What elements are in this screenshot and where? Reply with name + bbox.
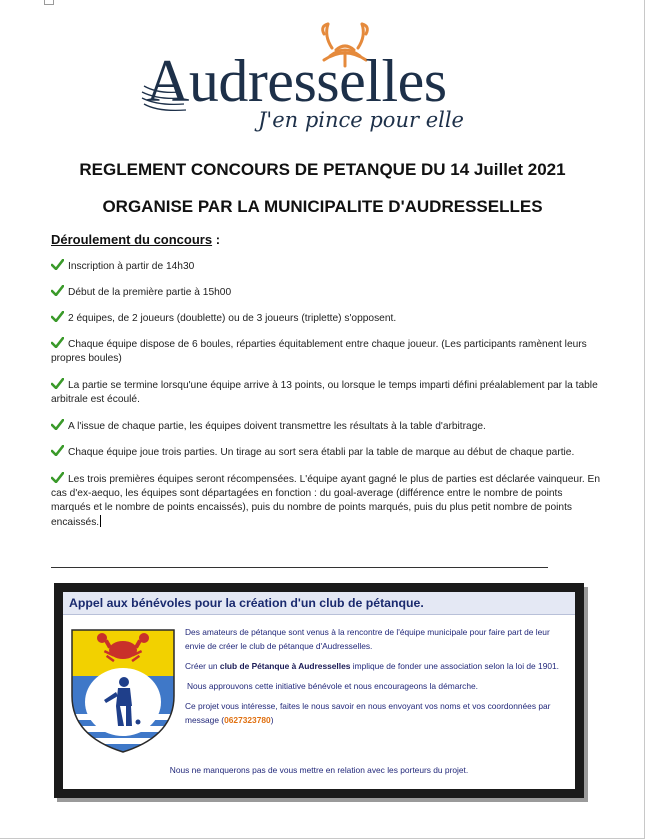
check-icon (51, 311, 64, 322)
check-icon (51, 472, 64, 483)
document-subtitle: ORGANISE PAR LA MUNICIPALITE D'AUDRESSELLES (102, 197, 543, 216)
rule-item (51, 285, 603, 300)
rule-item (51, 259, 603, 274)
volunteer-box-content (63, 592, 575, 789)
volunteer-header-divider (63, 614, 575, 615)
volunteer-paragraph (185, 699, 570, 727)
logo-tagline: J'en pince pour elle (258, 108, 464, 132)
volunteer-box (54, 583, 584, 798)
volunteer-body (185, 625, 570, 733)
rule-text: 2 équipes, de 2 joueurs (doublette) ou de 3 joueurs (triplette) s'opposent. (68, 313, 397, 324)
volunteer-text: ) (270, 715, 274, 725)
section-heading-text: Déroulement du concours (51, 232, 213, 247)
rule-item (51, 445, 603, 460)
volunteer-footer: Nous ne manquerons pas de vous mettre en relation avec les porteurs du projet. (169, 765, 469, 775)
rule-text: Chaque équipe joue trois parties. Un tirage au sort sera établi par la table de marque au début de chaque partie. (68, 447, 575, 458)
check-icon (51, 259, 64, 270)
volunteer-text: Ce projet vous intéresse, faites le nous savoir en nous envoyant vos noms et vos coordonnées par message ( (185, 701, 551, 725)
rule-text: Chaque équipe dispose de 6 boules, réparties équitablement entre chaque joueur. (Les participants ramènent leurs propres boules) (51, 339, 587, 364)
volunteer-header (63, 592, 575, 614)
document-title: REGLEMENT CONCOURS DE PETANQUE DU 14 Juillet 2021 (79, 160, 566, 179)
volunteer-text: Créer un (185, 661, 220, 671)
volunteer-text: implique de fonder une association selon la loi de 1901. (350, 661, 559, 671)
rule-item (51, 419, 603, 434)
rule-text: La partie se termine lorsqu'une équipe arrive à 13 points, ou lorsque le temps imparti défini préalablement par la table arbitrale est écoulé. (51, 380, 598, 405)
volunteer-paragraph (185, 659, 570, 673)
logo-wordmark: Audresselles (146, 48, 447, 114)
rules-list (51, 259, 603, 530)
check-icon (51, 337, 64, 348)
section-heading (51, 232, 220, 247)
rule-text: Inscription à partir de 14h30 (68, 261, 195, 272)
check-icon (51, 445, 64, 456)
volunteer-paragraph: Nous approuvons cette initiative bénévole et nous encourageons la démarche. (187, 681, 478, 691)
rule-text: Les trois premières équipes seront récompensées. L'équipe ayant gagné le plus de parties est déclarée vainqueur. En cas d'ex-aequo, les équipes sont départagées en fonction : du goal-average (différence entre le nombre de points marqués et le nombre de points encaissés), puis du nombre de points marqués, puis du plus petit nombre de points encaissés. (51, 474, 601, 528)
rule-item (51, 311, 603, 326)
volunteer-paragraph: Des amateurs de pétanque sont venus à la rencontre de l'équipe municipale pour faire part de leur envie de créer le club de pétanque d'Audresselles. (185, 627, 550, 651)
audresselles-logo (140, 16, 510, 144)
rule-item (51, 378, 603, 407)
text-cursor (100, 515, 101, 527)
text-boundary-mark (44, 0, 54, 5)
rule-item (51, 337, 603, 366)
rule-text: A l'issue de chaque partie, les équipes doivent transmettre les résultats à la table d'arbitrage. (68, 421, 486, 432)
check-icon (51, 378, 64, 389)
section-heading-colon: : (212, 232, 221, 247)
check-icon (51, 285, 64, 296)
coat-of-arms-icon (68, 626, 178, 756)
horizontal-rule (51, 567, 548, 568)
rule-text: Début de la première partie à 15h00 (68, 287, 232, 298)
phone-number[interactable]: 0627323780 (224, 715, 271, 725)
club-name: club de Pétanque à Audresselles (219, 661, 351, 671)
rule-item (51, 472, 603, 530)
volunteer-heading: Appel aux bénévoles pour la création d'un club de pétanque. (69, 596, 424, 610)
check-icon (51, 419, 64, 430)
